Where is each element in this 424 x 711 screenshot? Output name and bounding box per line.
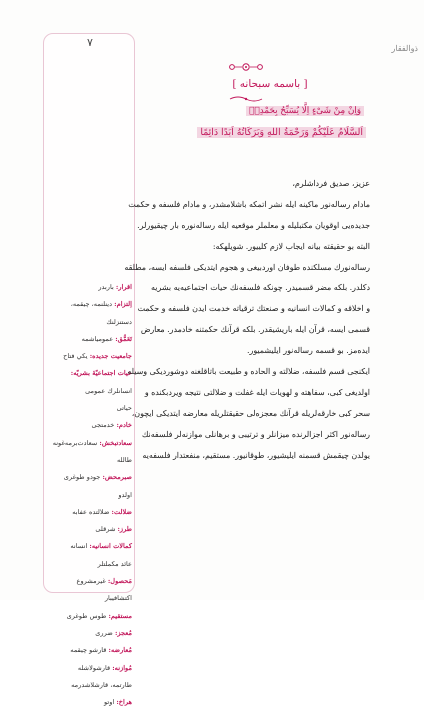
gloss-entry [48, 642, 132, 659]
gloss-entry [48, 625, 132, 642]
gloss-term: صبرمحض: [102, 473, 132, 482]
text-line: مادام رساله‌نور ماكينه ايله نشر اتمكه باشلامشدر، و مادام فلسفه و حكمت [128, 199, 370, 209]
gloss-term: هراخ: [116, 698, 132, 707]
gloss-entry [48, 538, 132, 555]
gloss-definition: عائد مكملتلر [97, 559, 132, 568]
gloss-definition: دينلنمه، چيقمه، [70, 300, 115, 309]
gloss-definition: باربدر [98, 283, 116, 291]
running-head: ذوالفقار [391, 44, 418, 53]
gloss-term: طرز: [117, 525, 132, 534]
gloss-entry [48, 417, 132, 434]
text-line: ايكنجی قسم فلسفه، ضلالته و الحاده و طبيعت باتاقلغنه دوشورديكی وسيله [127, 367, 370, 377]
text-line: جديده‌يی اوقويان مكتبليله و معلملر موقعيه ايله رساله‌نوره بار چيقيورلر. [137, 220, 370, 230]
gloss-entry [48, 694, 132, 711]
gloss-entry [48, 608, 132, 625]
text-line: رساله‌نور اكثر اجزالرنده ميزانلر و ترتيبی و برهانلی موازنه‌لر فلسفه‌نك [141, 429, 370, 439]
gloss-entry [48, 521, 132, 538]
gloss-definition: عمومياشمه [81, 334, 116, 343]
gloss-definition: اولدو [118, 490, 132, 499]
gloss-term: اِلتزام: [114, 300, 132, 309]
gloss-entry [48, 348, 132, 365]
gloss-sidebar [43, 33, 135, 707]
gloss-definition: قارشو چيقمه [70, 646, 109, 655]
gloss-entry [48, 452, 132, 469]
gloss-entry [48, 331, 132, 348]
gloss-entry [48, 573, 132, 590]
ornament-top-icon [226, 62, 266, 72]
gloss-entry [48, 383, 132, 400]
text-line: و اخلاقه و كمالات انسانيه و صنعتك ترقياته خدمت ايدن فلسفه و حكمت [137, 304, 370, 314]
gloss-entry [48, 296, 132, 313]
gloss-definition: ضلالتده عفابه [72, 507, 112, 516]
gloss-definition: انسانه [70, 542, 90, 551]
page-number: ۷ [87, 36, 93, 49]
gloss-term: ضلالت: [111, 507, 132, 516]
gloss-entry [48, 435, 132, 452]
gloss-term: حيات اجتماعيّۀ بشريّه: [70, 369, 132, 378]
text-line: عزيز، صديق فرداشلرم، [292, 179, 370, 188]
gloss-definition: سعادت‌برمه‌غونه [52, 438, 100, 447]
gloss-entry [48, 504, 132, 521]
gloss-list [48, 279, 132, 711]
gloss-term: اقرار: [115, 283, 132, 291]
salutation [150, 127, 366, 138]
gloss-term: كمالات انسانيه: [89, 542, 132, 551]
text-line: رساله‌نورك مسلكنده طوفان اوردبيغی و هجوم ايتديكی فلسفه ايسه، مطلقه [124, 262, 370, 272]
gloss-term: مَحصول: [107, 577, 132, 586]
text-line: قسمی ايسه، قرآن ايله باريشيقدر. بلكه قرآنك حكمتنه خادمدر. معارض [140, 325, 370, 335]
gloss-term: مستقيم: [108, 611, 132, 620]
text-line: سحر كبی خارقه‌لريله قرآنك معجزه‌لی حقيقتلريله معارضه ايتديكی ايچون، [131, 408, 370, 418]
text-line: ايده‌مز. بو قسمه رساله‌نور ايليشمیور. [247, 346, 370, 356]
gloss-definition: انسانلرك عمومی [85, 386, 132, 395]
gloss-definition: طالله [117, 455, 132, 464]
gloss-term: مُعجز: [114, 628, 132, 637]
gloss-definition: طارتمه، قارشلاشدرمه [71, 680, 132, 689]
gloss-term: جامعيت جديده: [89, 352, 132, 361]
gloss-entry [48, 556, 132, 573]
gloss-entry [48, 660, 132, 677]
gloss-definition: حياتی [116, 404, 132, 413]
verse-text: وَاِنْ مِنْ شَىْءٍ اِلَّا يُسَبِّحُ بِحَمْدِه۪ [246, 106, 364, 116]
ornament-bottom-icon [226, 95, 266, 103]
gloss-definition: خدمتجی [91, 421, 117, 430]
gloss-definition: دستنزلنك [106, 317, 132, 326]
gloss-definition: طوس طوغری [66, 611, 109, 620]
chapter-heading: [ باسمه سبحانه ] [232, 78, 308, 90]
gloss-definition: ضرری [95, 628, 115, 637]
text-line: اولديغی كبی، سفاهته و لهويات ايله غفلت و ضلالتی نتيجه ويردبكنده و [144, 387, 370, 397]
gloss-entry [48, 487, 132, 504]
gloss-definition: قارشولاشله [77, 663, 113, 672]
gloss-term: تَعَمُّق: [115, 334, 132, 343]
gloss-entry [48, 677, 132, 694]
gloss-term: سعادتبخش: [99, 438, 132, 447]
gloss-entry [48, 590, 132, 607]
gloss-definition: اكتشافيبار [104, 594, 132, 603]
text-line: يولدن چيقمش قسمنه ايليشيور، طوقانيور. مستقيم، منفعتدار فلسفه‌يه [142, 450, 370, 460]
gloss-entry [48, 314, 132, 331]
gloss-definition: يكي فتاح [63, 352, 90, 361]
gloss-entry [48, 400, 132, 417]
gloss-term: مُعارضه: [108, 646, 132, 655]
gloss-definition: جودو طوغری [63, 473, 103, 482]
gloss-term: مُوازنه: [112, 663, 132, 672]
text-line: دكلدر. بلكه مضر قسمیدر. چونكه فلسفه‌نك حيات اجتماعيه‌يه بشريه [151, 283, 370, 293]
gloss-entry [48, 279, 132, 296]
gloss-entry [48, 469, 132, 486]
gloss-entry [48, 365, 132, 382]
quran-verse [232, 106, 364, 116]
salutation-text: اَلسَّلَامُ عَلَيْكُمْ وَرَحْمَةُ اللهِ وَبَرَكَاتُهُ اَبَدًا دَائِمًا [197, 127, 366, 138]
gloss-definition: اوتو [104, 698, 117, 707]
gloss-term: خادم: [116, 421, 132, 430]
text-line: البته بو حقيقته بيانه ايجاب لازم كلييور. شويلهكه: [212, 241, 370, 251]
gloss-definition: شرقلی [95, 525, 118, 534]
gloss-definition: غيرمشروع [76, 577, 108, 586]
